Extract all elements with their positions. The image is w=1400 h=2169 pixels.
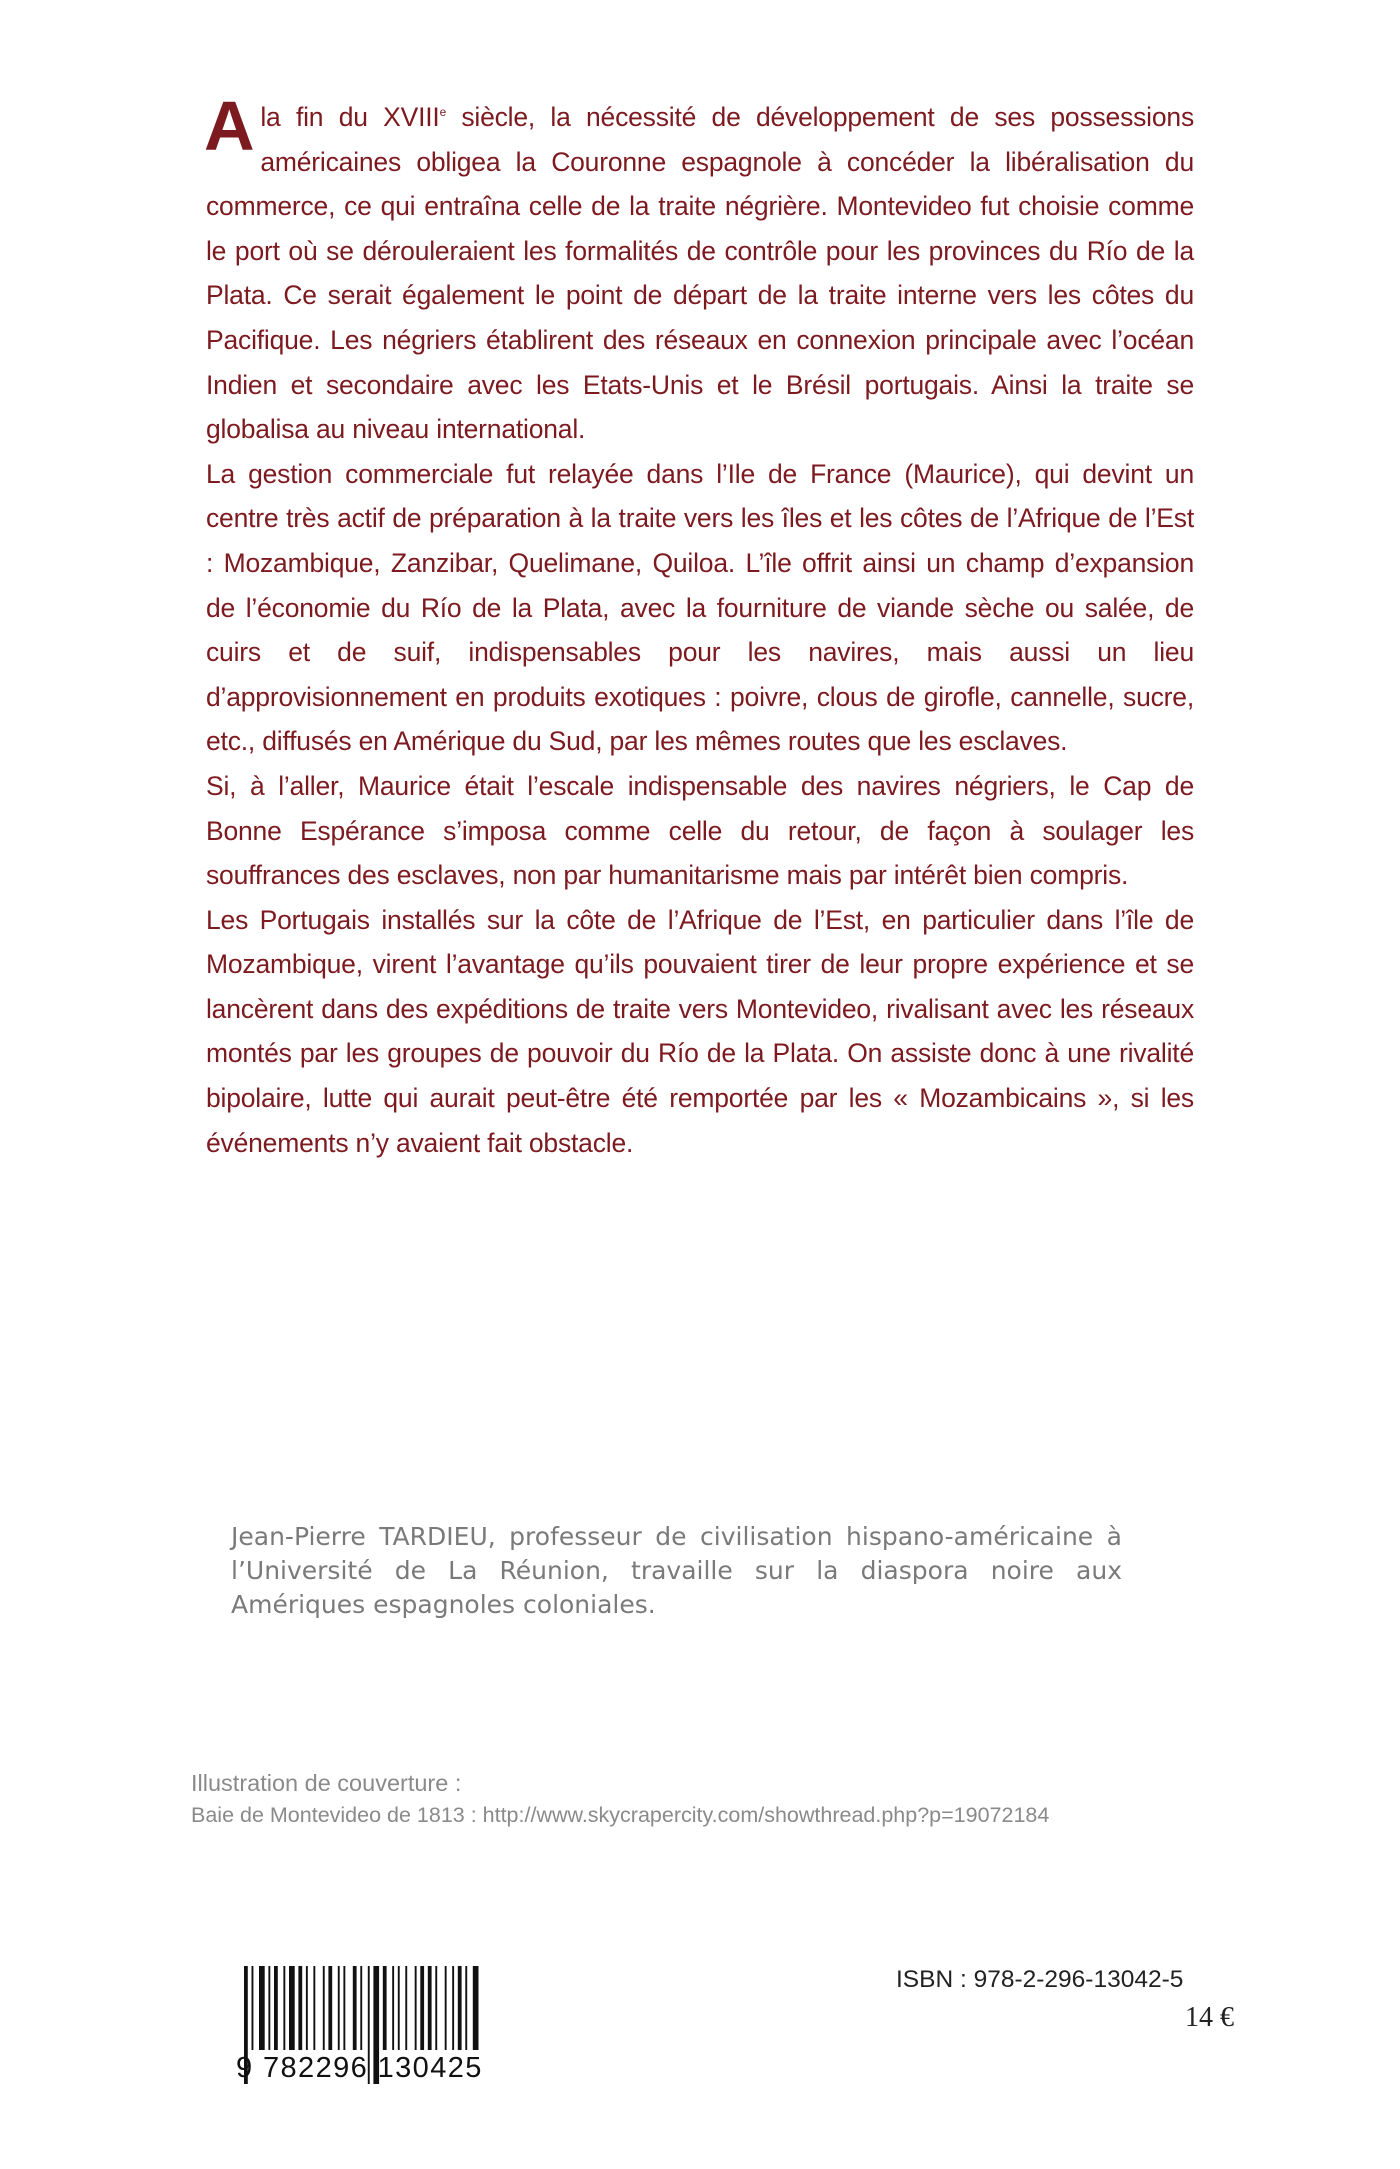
superscript: e [439, 105, 446, 120]
isbn: ISBN : 978-2-296-13042-5 [896, 1966, 1184, 1993]
paragraph-3: Si, à l’aller, Maurice était l’escale indispensable des navires négriers, le Cap de Bonne Espérance s’imposa comme celle du retour, de façon à soulager les souffrances des esclaves, non par humanitarisme mais par intérêt bien compris. [206, 770, 1194, 891]
price: 14 € [1185, 2002, 1234, 2033]
paragraph-1 [204, 87, 1194, 452]
illustration-source: Baie de Montevideo de 1813 : http://www.skycrapercity.com/showthread.php?p=19072184 [191, 1803, 1050, 1827]
illustration-label: Illustration de couverture : [191, 1770, 462, 1796]
paragraph-1-rest: siècle, la nécessité de développement de ses possessions américaines obligea la Couronne espagnole à concéder la libéralisation du commerce, ce qui entraîna celle de la traite négrière. Montevideo fut choisie comme le port où se dérouleraient les formalités de contrôle pour les provinces du Río de la Plata. Ce serait également le point de départ de la traite interne vers les côtes du Pacifique. Les négriers établirent des réseaux en connexion principale avec l’océan Indien et secondaire avec les Etats-Unis et le Brésil portugais. Ainsi la traite se globalisa au niveau international. [206, 102, 1194, 445]
author-bio: Jean-Pierre TARDIEU, professeur de civilisation hispano-américaine à l’Université de La Réunion, travaille sur la diaspora noire aux Amériques espagnoles coloniales. [231, 1522, 1122, 1619]
paragraph-1-start: la fin du XVIII [260, 102, 440, 132]
drop-cap: A [204, 87, 255, 165]
paragraph-2: La gestion commerciale fut relayée dans l’Ile de France (Maurice), qui devint un centre très actif de préparation à la traite vers les îles et les côtes de l’Afrique de l’Est : Mozambique, Zanzibar, Quelimane, Quiloa. L’île offrit ainsi un champ d’expansion de l’économie du Río de la Plata, avec la fourniture de viande sèche ou salée, de cuirs et de suif, indispensables pour les navires, mais aussi un lieu d’approvisionnement en produits exotiques : poivre, clous de girofle, cannelle, sucre, etc., diffusés en Amérique du Sud, par les mêmes routes que les esclaves. [206, 458, 1194, 757]
summary-text [204, 87, 1194, 1165]
barcode-digits: 9 782296 130425 [236, 2052, 483, 2084]
paragraph-4: Les Portugais installés sur la côte de l’Afrique de l’Est, en particulier dans l’île de Mozambique, virent l’avantage qu’ils pouvaient tirer de leur propre expérience et se lancèrent dans des expéditions de traite vers Montevideo, rivalisant avec les réseaux montés par les groupes de pouvoir du Río de la Plata. On assiste donc à une rivalité bipolaire, lutte qui aurait peut-être été remportée par les « Mozambicains », si les événements n’y avaient fait obstacle. [206, 904, 1194, 1158]
illustration-credit [191, 1767, 1211, 1831]
